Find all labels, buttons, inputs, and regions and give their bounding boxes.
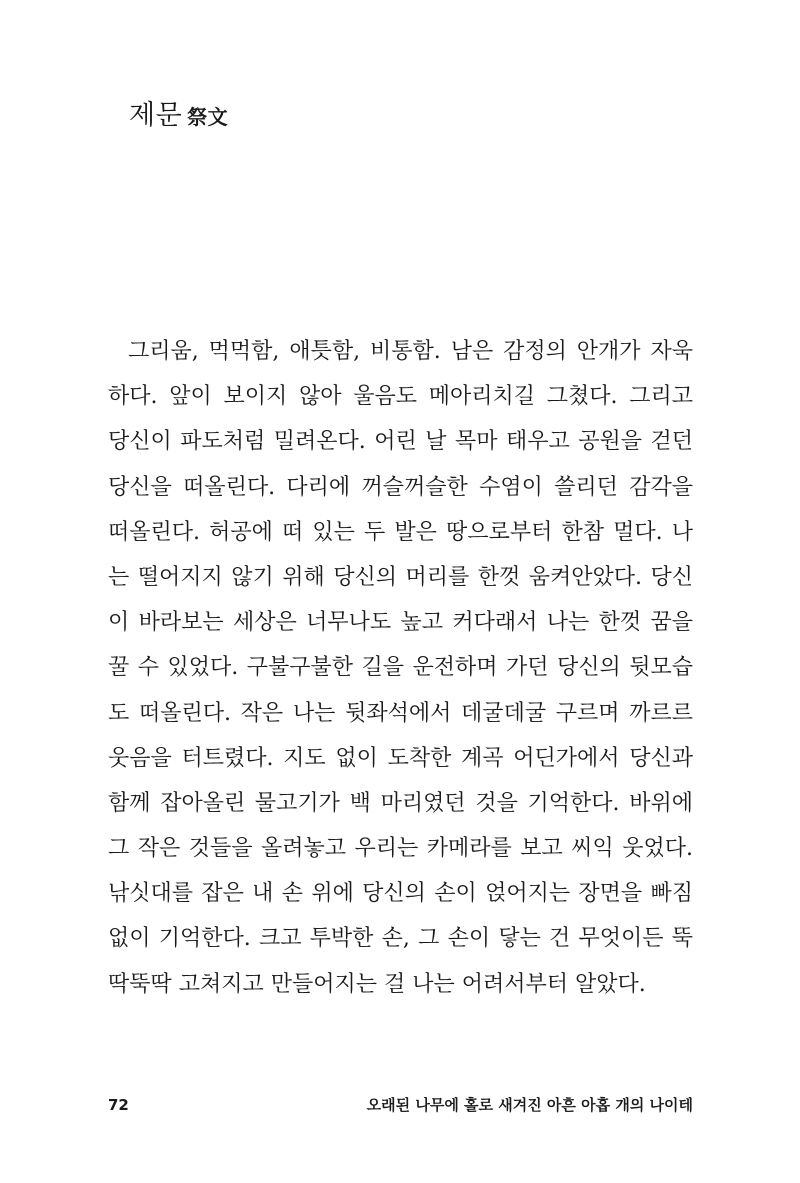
body-paragraph xyxy=(108,329,693,1007)
paragraph-line: 낚싯대를 잡은 내 손 위에 당신의 손이 얹어지는 장면을 빠짐 xyxy=(108,881,693,907)
paragraph-line: 없이 기억한다. 크고 투박한 손, 그 손이 닿는 건 무엇이든 뚝 xyxy=(108,926,693,952)
paragraph-line: 도 떠올린다. 작은 나는 뒷좌석에서 데굴데굴 구르며 까르르 xyxy=(108,700,693,726)
paragraph-line: 함께 잡아올린 물고기가 백 마리였던 것을 기억한다. 바위에 xyxy=(108,790,693,816)
page-number: 72 xyxy=(108,1096,129,1114)
paragraph-line: 떠올린다. 허공에 떠 있는 두 발은 땅으로부터 한참 멀다. 나 xyxy=(108,519,693,545)
chapter-title-hanja: 祭文 xyxy=(187,105,229,129)
paragraph-line: 웃음을 터트렸다. 지도 없이 도착한 계곡 어딘가에서 당신과 xyxy=(108,745,693,771)
paragraph-line: 꿀 수 있었다. 구불구불한 길을 운전하며 가던 당신의 뒷모습 xyxy=(108,655,693,681)
paragraph-line: 하다. 앞이 보이지 않아 울음도 메아리치길 그쳤다. 그리고 xyxy=(108,384,693,410)
paragraph-line: 그 작은 것들을 올려놓고 우리는 카메라를 보고 씨익 웃었다. xyxy=(108,836,693,862)
page-footer xyxy=(108,1093,693,1117)
paragraph-line: 당신을 떠올린다. 다리에 꺼슬꺼슬한 수염이 쓸리던 감각을 xyxy=(108,474,693,500)
running-book-title: 오래된 나무에 홀로 새겨진 아흔 아홉 개의 나이테 xyxy=(366,1096,693,1114)
paragraph-line: 이 바라보는 세상은 너무나도 높고 커다래서 나는 한껏 꿈을 xyxy=(108,610,693,636)
paragraph-line: 딱뚝딱 고쳐지고 만들어지는 걸 나는 어려서부터 알았다. xyxy=(108,971,646,997)
paragraph-line: 는 떨어지지 않기 위해 당신의 머리를 한껏 움켜안았다. 당신 xyxy=(108,564,693,590)
chapter-title-text: 제문 xyxy=(129,100,183,131)
paragraph-line: 그리움, 먹먹함, 애틋함, 비통함. 남은 감정의 안개가 자욱 xyxy=(128,339,693,364)
chapter-title xyxy=(129,98,228,135)
paragraph-line: 당신이 파도처럼 밀려온다. 어린 날 목마 태우고 공원을 걷던 xyxy=(108,429,693,455)
